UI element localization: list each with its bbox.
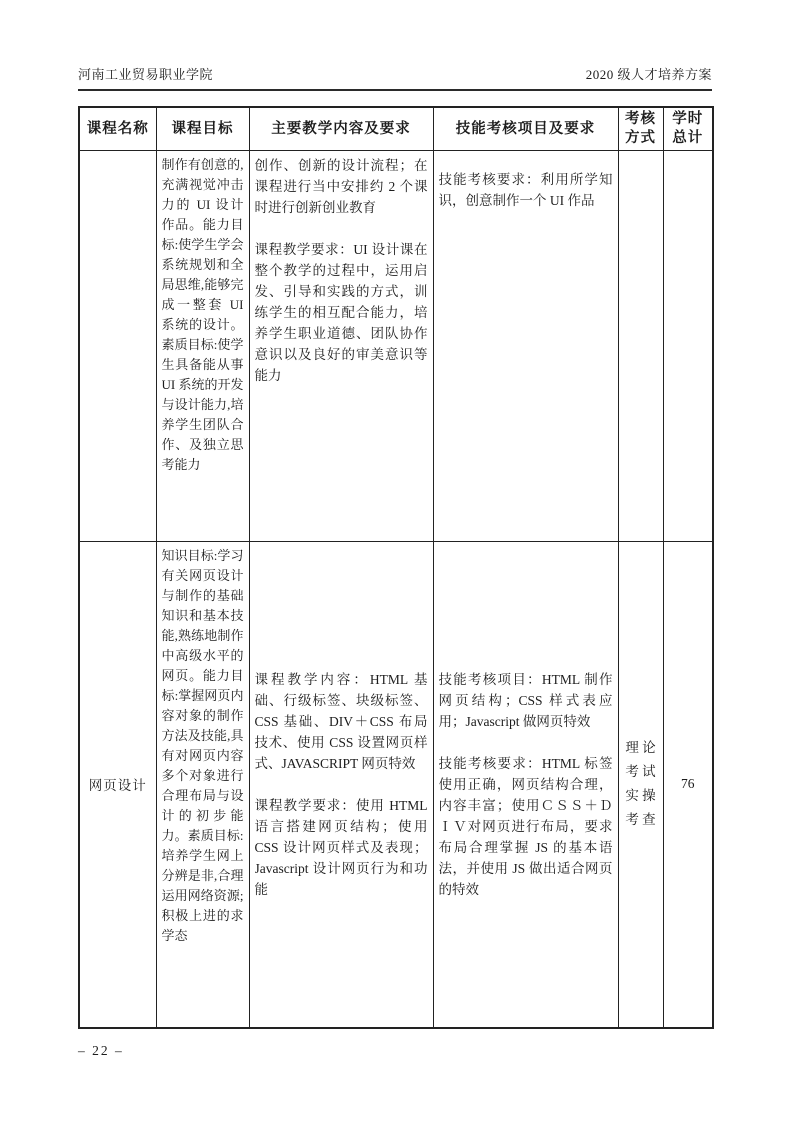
skill-assessment-requirements-paragraph: 技能考核要求：HTML 标签使用正确，网页结构合理，内容丰富；使用ＣＳＳ＋ＤＩＶ对网页进行布局，要求布局合理掌握 JS 的基本语法，并使用 JS 做出适合网页的特效 [438, 755, 613, 897]
col-header-course-name: 课程名称 [79, 107, 156, 151]
teaching-requirements-paragraph: 课程教学要求：UI 设计课在整个教学的过程中，运用启发、引导和实践的方式，训练学生的相互配合能力，培养学生职业道德、团队协作意识以及良好的审美意识等能力 [254, 242, 428, 383]
assessment-method-line: 理 论 [625, 740, 656, 756]
skill-assessment-items-paragraph: 技能考核项目：HTML 制作网页结构；CSS 样式表应用；Javascript 做网页特效 [438, 671, 613, 729]
course-objectives-text: 知识目标:学习有关网页设计与制作的基础知识和基本技能,熟练地制作中高级水平的网页。能力目标:掌握网页内容对象的制作方法及技能,具有对网页内容多个对象进行合理布局与设计的初步能力。素质目标:培养学生网上分辨是非,合理运用网络资源;积极上进的求学态 [161, 548, 244, 943]
col-header-teaching-content: 主要教学内容及要求 [249, 107, 433, 151]
header-rule [78, 89, 712, 91]
skill-assessment-paragraph: 技能考核要求：利用所学知识，创意制作一个 UI 作品 [438, 172, 613, 208]
cell-course-name: 网页设计 [79, 542, 156, 1028]
cell-assessment-method [618, 542, 663, 1028]
cell-total-hours: 76 [663, 542, 713, 1028]
cell-teaching-content [249, 151, 433, 542]
cell-course-objectives [156, 542, 249, 1028]
page-header [78, 66, 712, 84]
table-header-row [79, 107, 713, 151]
page-footer [78, 1043, 712, 1059]
cell-assessment-method [618, 151, 663, 542]
course-objectives-text: 制作有创意的,充满视觉冲击力的 UI 设计作品。能力目标:使学生学会系统规划和全局思维,能够完成一整套 UI 系统的设计。素质目标:使学生具备能从事 UI 系统的开发与设计能力,培养学生团队合作、及独立思考能力 [161, 157, 244, 472]
col-header-assessment-method: 考核方式 [618, 107, 663, 151]
cell-skill-assessment [433, 151, 618, 542]
teaching-content-paragraph: 课程教学内容：HTML 基础、行级标签、块级标签、CSS 基础、DIV＋CSS 布局技术、使用 CSS 设置网页样式、JAVASCRIPT 网页特效 [254, 671, 428, 771]
table-row-continued-course [79, 151, 713, 542]
teaching-content-paragraph: 创作、创新的设计流程；在课程进行当中安排约 2 个课时进行创新创业教育 [254, 158, 428, 215]
assessment-method-line: 考 查 [625, 812, 656, 828]
col-header-skill-assessment: 技能考核项目及要求 [433, 107, 618, 151]
assessment-method-line: 考 试 [625, 764, 656, 780]
cell-course-name [79, 151, 156, 542]
cell-teaching-content [249, 542, 433, 1028]
cell-total-hours [663, 151, 713, 542]
teaching-requirements-paragraph: 课程教学要求：使用 HTML 语言搭建网页结构；使用 CSS 设计网页样式及表现；Javascript 设计网页行为和功能 [254, 797, 428, 897]
header-institution-name: 河南工业贸易职业学院 [78, 67, 214, 82]
page-number: – 22 – [78, 1042, 124, 1058]
header-document-title: 2020 级人才培养方案 [585, 67, 712, 82]
cell-course-objectives [156, 151, 249, 542]
col-header-total-hours: 学时总计 [663, 107, 713, 151]
course-plan-table [78, 106, 714, 1029]
cell-skill-assessment [433, 542, 618, 1028]
table-row-web-design [79, 542, 713, 1028]
assessment-method-line: 实 操 [625, 788, 656, 804]
col-header-course-objectives: 课程目标 [156, 107, 249, 151]
